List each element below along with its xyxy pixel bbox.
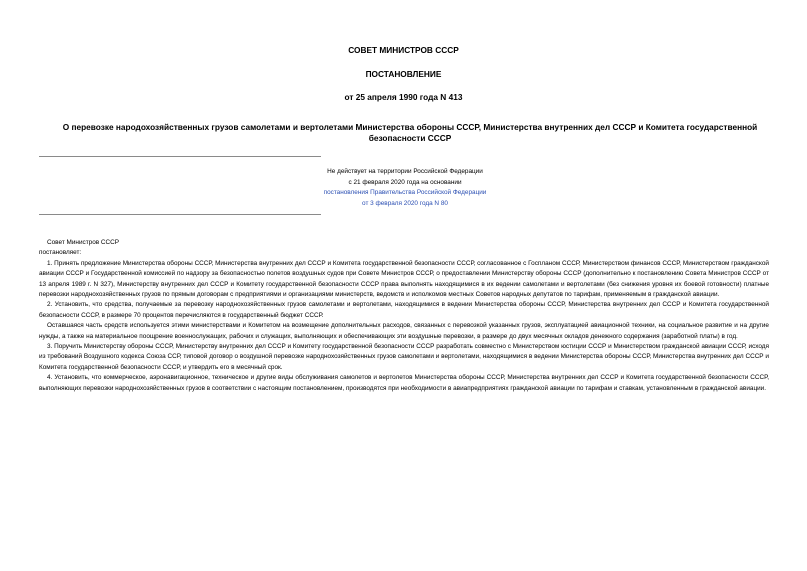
document-type-heading: ПОСТАНОВЛЕНИЕ xyxy=(365,69,442,79)
notice-link-line-2[interactable]: от 3 февраля 2020 года N 80 xyxy=(362,199,448,207)
paragraph-2: 2. Установить, что средства, получаемые за перевозку народнохозяйственных грузов самолетами и вертолетами, находящимися в ведении Министерства обороны СССР, Министерства внутренних дел СССР и Комитета государственной безопасности СССР, в размере 70 процентов перечисляются в государственный бюджет СССР. xyxy=(39,301,769,319)
paragraph-3: 3. Поручить Министерству обороны СССР, Министерству внутренних дел СССР и Комитету государственной безопасности СССР разработать совместно с Министерством юстиции СССР и Министерством гражданской авиации СССР, исходя из требований Воздушного кодекса Союза ССР, типовой договор о воздушной перевозке народнохозяйственных грузов самолетами и вертолетами, находящимися в ведении Министерства обороны СССР, Министерства внутренних дел СССР и Комитета государственной безопасности СССР, и утвердить его в месячный срок. xyxy=(39,343,769,371)
paragraph-4: 4. Установить, что коммерческое, аэронавигационное, техническое и другие виды обслуживания самолетов и вертолетов Министерства обороны СССР, Министерства внутренних дел СССР и Комитета государственной безопасности СССР, выполняющих перевозки народнохозяйственных грузов в соответствии с настоящим постановлением, производятся при необходимости в авиапредприятиях гражданской авиации по тарифам и ставкам, установленным в гражданской авиации. xyxy=(39,374,769,392)
authority-heading: СОВЕТ МИНИСТРОВ СССР xyxy=(348,45,459,55)
paragraph-2-continued: Оставшаяся часть средств используется этими министерствами и Комитетом на возмещение дополнительных расходов, связанных с перевозкой указанных грузов, эксплуатацией авиационной техники, на социальное развитие и на другие нужды, а также на материальное поощрение военнослужащих, рабочих и служащих, выполняющих и обеспечивающих эти воздушные перевозки, в размере до двух месячных окладов денежного содержания (заработной платы) в год. xyxy=(39,322,769,340)
document-title: О перевозке народохозяйственных грузов самолетами и вертолетами Министерства обороны СССР, Министерства внутренних дел СССР и Комитета государственной безопасности СССР xyxy=(62,122,758,143)
notice-line-1: Не действует на территории Российской Федерации xyxy=(327,168,483,175)
paragraph-1: 1. Принять предложение Министерства обороны СССР, Министерства внутренних дел СССР и Комитета государственной безопасности СССР, согласованное с Госпланом СССР, Министерством финансов СССР, Министерством гражданской авиации СССР и Государственной комиссией по надзору за безопасностью полетов воздушных судов при Совете Министров СССР, о предоставлении Министерству обороны СССР (дополнительно к постановлению Совета Министров СССР от 13 апреля 1989 г. N 327), Министерству внутренних дел СССР и Комитету государственной безопасности СССР права выполнять находящимися в их ведении самолетами и вертолетами (без снижения уровня их боевой готовности) платные перевозки народнохозяйственных грузов по прямым договорам с предприятиями и организациями министерств, ведомств и исполкомов местных Советов народных депутатов по тарифам, применяемым в гражданской авиации. xyxy=(39,259,769,299)
bottom-divider xyxy=(39,214,321,215)
intro-line-2: постановляет: xyxy=(39,249,82,257)
intro-line-1: Совет Министров СССР xyxy=(47,239,120,246)
document-body xyxy=(39,238,769,394)
notice-link-line-1[interactable]: постановления Правительства Российской Федерации xyxy=(323,189,487,196)
notice-line-2: с 21 февраля 2020 года на основании xyxy=(348,178,462,186)
status-notice xyxy=(260,167,550,209)
top-divider xyxy=(39,156,321,157)
date-number-heading: от 25 апреля 1990 года N 413 xyxy=(344,92,463,102)
